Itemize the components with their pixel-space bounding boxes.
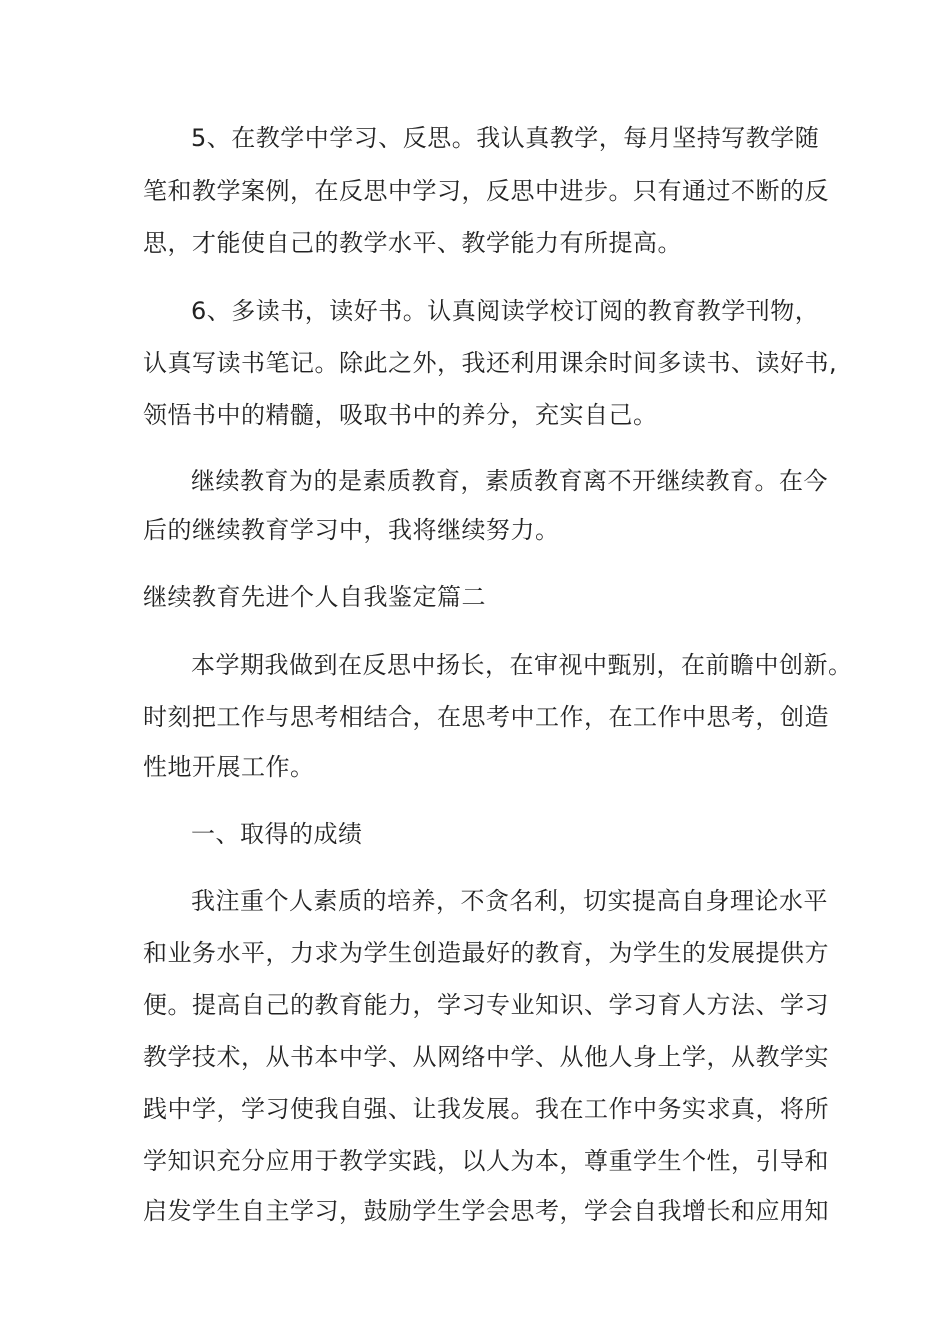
paragraph-0-line-1: 笔和教学案例，在反思中学习，反思中进步。只有通过不断的反 [143,177,829,205]
paragraph-6-line-1: 和业务水平，力求为学生创造最好的教育，为学生的发展提供方 [143,939,829,967]
paragraph-6-line-2: 便。提高自己的教育能力，学习专业知识、学习育人方法、学习 [143,991,829,1019]
paragraph-4-line-1: 时刻把工作与思考相结合，在思考中工作，在工作中思考，创造 [143,703,829,731]
paragraph-0-line-0: 5、在教学中学习、反思。我认真教学，每月坚持写教学随 [191,124,820,152]
paragraph-4-line-0: 本学期我做到在反思中扬长，在审视中甄别，在前瞻中创新。 [191,651,853,679]
paragraph-6-line-5: 学知识充分应用于教学实践，以人为本，尊重学生个性，引导和 [143,1147,829,1175]
paragraph-1-line-2: 领悟书中的精髓，吸取书中的养分，充实自己。 [143,401,658,429]
paragraph-6-line-4: 践中学，学习使我自强、让我发展。我在工作中务实求真，将所 [143,1095,829,1123]
section-heading: 继续教育先进个人自我鉴定篇二 [143,583,486,611]
paragraph-4-line-2: 性地开展工作。 [143,753,315,781]
paragraph-0-line-2: 思，才能使自己的教学水平、教学能力有所提高。 [143,229,682,257]
paragraph-1-line-0: 6、多读书，读好书。认真阅读学校订阅的教育教学刊物， [191,297,820,325]
paragraph-6-line-6: 启发学生自主学习，鼓励学生学会思考，学会自我增长和应用知 [143,1197,829,1225]
paragraph-6-line-0: 我注重个人素质的培养，不贪名利，切实提高自身理论水平 [191,887,828,915]
paragraph-1-line-1: 认真写读书笔记。除此之外，我还利用课余时间多读书、读好书, [143,349,838,377]
subheading-achievements: 一、取得的成绩 [191,820,363,848]
paragraph-2-line-1: 后的继续教育学习中，我将继续努力。 [143,516,560,544]
paragraph-6-line-3: 教学技术，从书本中学、从网络中学、从他人身上学，从教学实 [143,1043,829,1071]
paragraph-2-line-0: 继续教育为的是素质教育，素质教育离不开继续教育。在今 [191,467,828,495]
